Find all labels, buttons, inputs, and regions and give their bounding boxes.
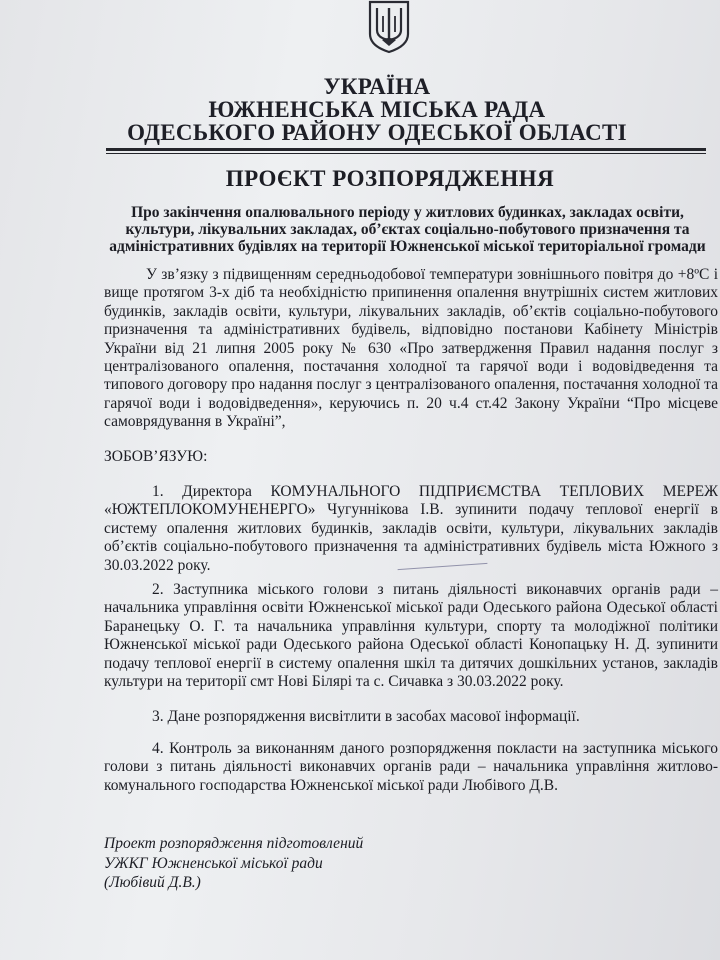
council-heading: ЮЖНЕНСЬКА МІСЬКА РАДА [208, 97, 546, 122]
preamble-paragraph: У зв’язку з підвищенням середньодобової температури зовнішнього повітря до +8ºС і вище протягом 3-х діб та необхідністю припинення опалення внутрішніх систем житлових будинків, закладів освіти, культури, лікувальних закладів, об’єктів соціально-побутового призначення та адміністративних будівель, відповідно постанови Кабінету Міністрів України від 21 липня 2005 року № 630 «Про затвердження Правил надання послуг з централізованого опалення, постачання холодної та гарячої води і водовідведення та типового договору про надання послуг з централізованого опалення, постачання холодної та гарячої води і водовідведення», керуючись п. 20 ч.4 ст.42 Закону України “Про місцеве самоврядування в Україні”, [104, 266, 718, 431]
prepared-by-note [104, 834, 504, 893]
district-heading: ОДЕСЬКОГО РАЙОНУ ОДЕСЬКОЇ ОБЛАСТІ [127, 120, 627, 145]
prepared-by-line: Проект розпорядження підготовлений [104, 835, 364, 852]
document-title: ПРОЄКТ РОЗПОРЯДЖЕННЯ [225, 166, 555, 191]
order-item-1: 1. Директора КОМУНАЛЬНОГО ПІДПРИЄМСТВА ТЕПЛОВИХ МЕРЕЖ «ЮЖТЕПЛОКОМУНЕНЕРГО» Чугуннікова І.В. зупинити подачу теплової енергії в систему опалення житлових будинків, закладів освіти, культури, лікувальних закладів об’єктів соціально-побутового призначення та адміністративних будівель міста Южного з 30.03.2022 року. [104, 483, 718, 574]
order-item-2: 2. Заступника міського голови з питань діяльності виконавчих органів ради – начальника управління освіти Южненської міської ради Одеського района Одеської області Баранецьку О. Г. та начальника управління культури, спорту та молодіжної політики Южненської міської ради Одеського района Одеської області Конопацьку Н. Д. зупинити подачу теплової енергії в систему опалення шкіл та дитячих дошкільних установ, закладів культури на території смт Нові Білярі та с. Сичавка з 30.03.2022 року. [104, 581, 718, 691]
order-item-3: 3. Дане розпорядження висвітлити в засобах масової інформації. [152, 708, 580, 725]
order-item-4: 4. Контроль за виконанням даного розпорядження покласти на заступника міського голови з питань діяльності виконавчих органів ради – начальника управління житлово-комунального господарства Южненської міської ради Любівого Д.В. [104, 740, 718, 794]
header-divider-thick [106, 148, 706, 151]
prepared-by-department: УЖКГ Южненської міської ради [104, 854, 323, 872]
coat-of-arms-of-ukraine-icon [366, 0, 412, 54]
header-divider-thin [106, 153, 706, 154]
country-heading: УКРАЇНА [323, 74, 431, 99]
obligation-heading: ЗОБОВ’ЯЗУЮ: [104, 448, 208, 465]
prepared-by-person: (Любівий Д.В.) [104, 874, 201, 891]
document-subject: Про закінчення опалювального періоду у житлових будинках, закладах освіти, культури, лікувальних закладах, об’єктах соціально-побутового призначення та адміністративних будівлях на території Южненської міської територіальної громади [109, 204, 706, 255]
